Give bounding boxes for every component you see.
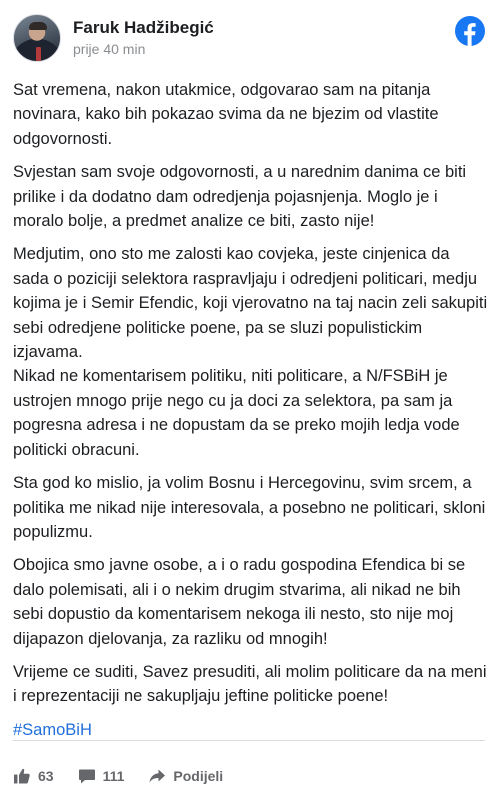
post-paragraph: Sta god ko mislio, ja volim Bosnu i Hercegovinu, svim srcem, a politika me nikad nije interesovala, a posebno ne politicari, skloni populizmu. xyxy=(13,474,486,541)
avatar[interactable] xyxy=(13,14,61,62)
post-paragraph: Vrijeme ce suditi, Savez presuditi, ali molim politicare da na meni i reprezentaciji ne sakupljaju jeftine politicke poene! xyxy=(13,662,487,706)
post-paragraph: Sat vremena, nakon utakmice, odgovarao sam na pitanja novinara, kako bih pokazao svima da ne bjezim od vlastite odgovornosti. xyxy=(13,81,439,148)
hashtag-link[interactable]: #SamoBiH xyxy=(13,720,92,739)
post-timestamp[interactable]: prije 40 min xyxy=(73,41,146,57)
action-divider xyxy=(13,740,485,741)
post-paragraph: Svjestan sam svoje odgovornosti, a u narednim danima ce biti prilike i da dodatno dam odredjenja pojasnjenja. Moglo je i moralo bolje, a predmet analize ce biti, zasto nije! xyxy=(13,163,467,231)
comment-bubble-icon xyxy=(78,767,96,785)
share-button[interactable] xyxy=(148,767,223,785)
author-name[interactable]: Faruk Hadžibegić xyxy=(73,18,214,37)
action-bar xyxy=(13,764,247,788)
like-button[interactable] xyxy=(13,767,54,785)
share-arrow-icon xyxy=(148,767,166,785)
share-label: Podijeli xyxy=(173,768,224,784)
comment-count: 111 xyxy=(102,768,125,784)
post-paragraph: Obojica smo javne osobe, a i o radu gospodina Efendica bi se dalo polemisati, ali i o nekim drugim stvarima, ali nikad ne bih sebi dopustio da komentarisem nekoga ili nesto, sto nije moj dijapazon djelovanja, za razliku od mnogih! xyxy=(13,556,466,648)
like-count: 63 xyxy=(38,768,54,784)
avatar-hair xyxy=(29,22,47,30)
post-header xyxy=(13,14,485,66)
comment-button[interactable] xyxy=(78,767,125,785)
avatar-tie xyxy=(36,47,41,61)
post-paragraph: Nikad ne komentarisem politiku, niti politicare, a N/FSBiH je ustrojen mnogo prije nego cu ja doci za selektora, pa sam ja pogresna adresa i ne dopustam da se preko mojih ledja vode politicki obracuni. xyxy=(13,367,460,459)
post-body xyxy=(13,78,489,742)
facebook-icon xyxy=(455,16,485,46)
thumbs-up-icon xyxy=(13,767,31,785)
post-paragraph: Medjutim, ono sto me zalosti kao covjeka, jeste cinjenica da sada o poziciji selektora raspravljaju i odredjeni politicari, medju kojima je i Semir Efendic, koji vjerovatno na taj nacin zeli sakupiti sebi odredjene politicke poene, pa se sluzi populistickim izjavama. xyxy=(13,245,488,362)
